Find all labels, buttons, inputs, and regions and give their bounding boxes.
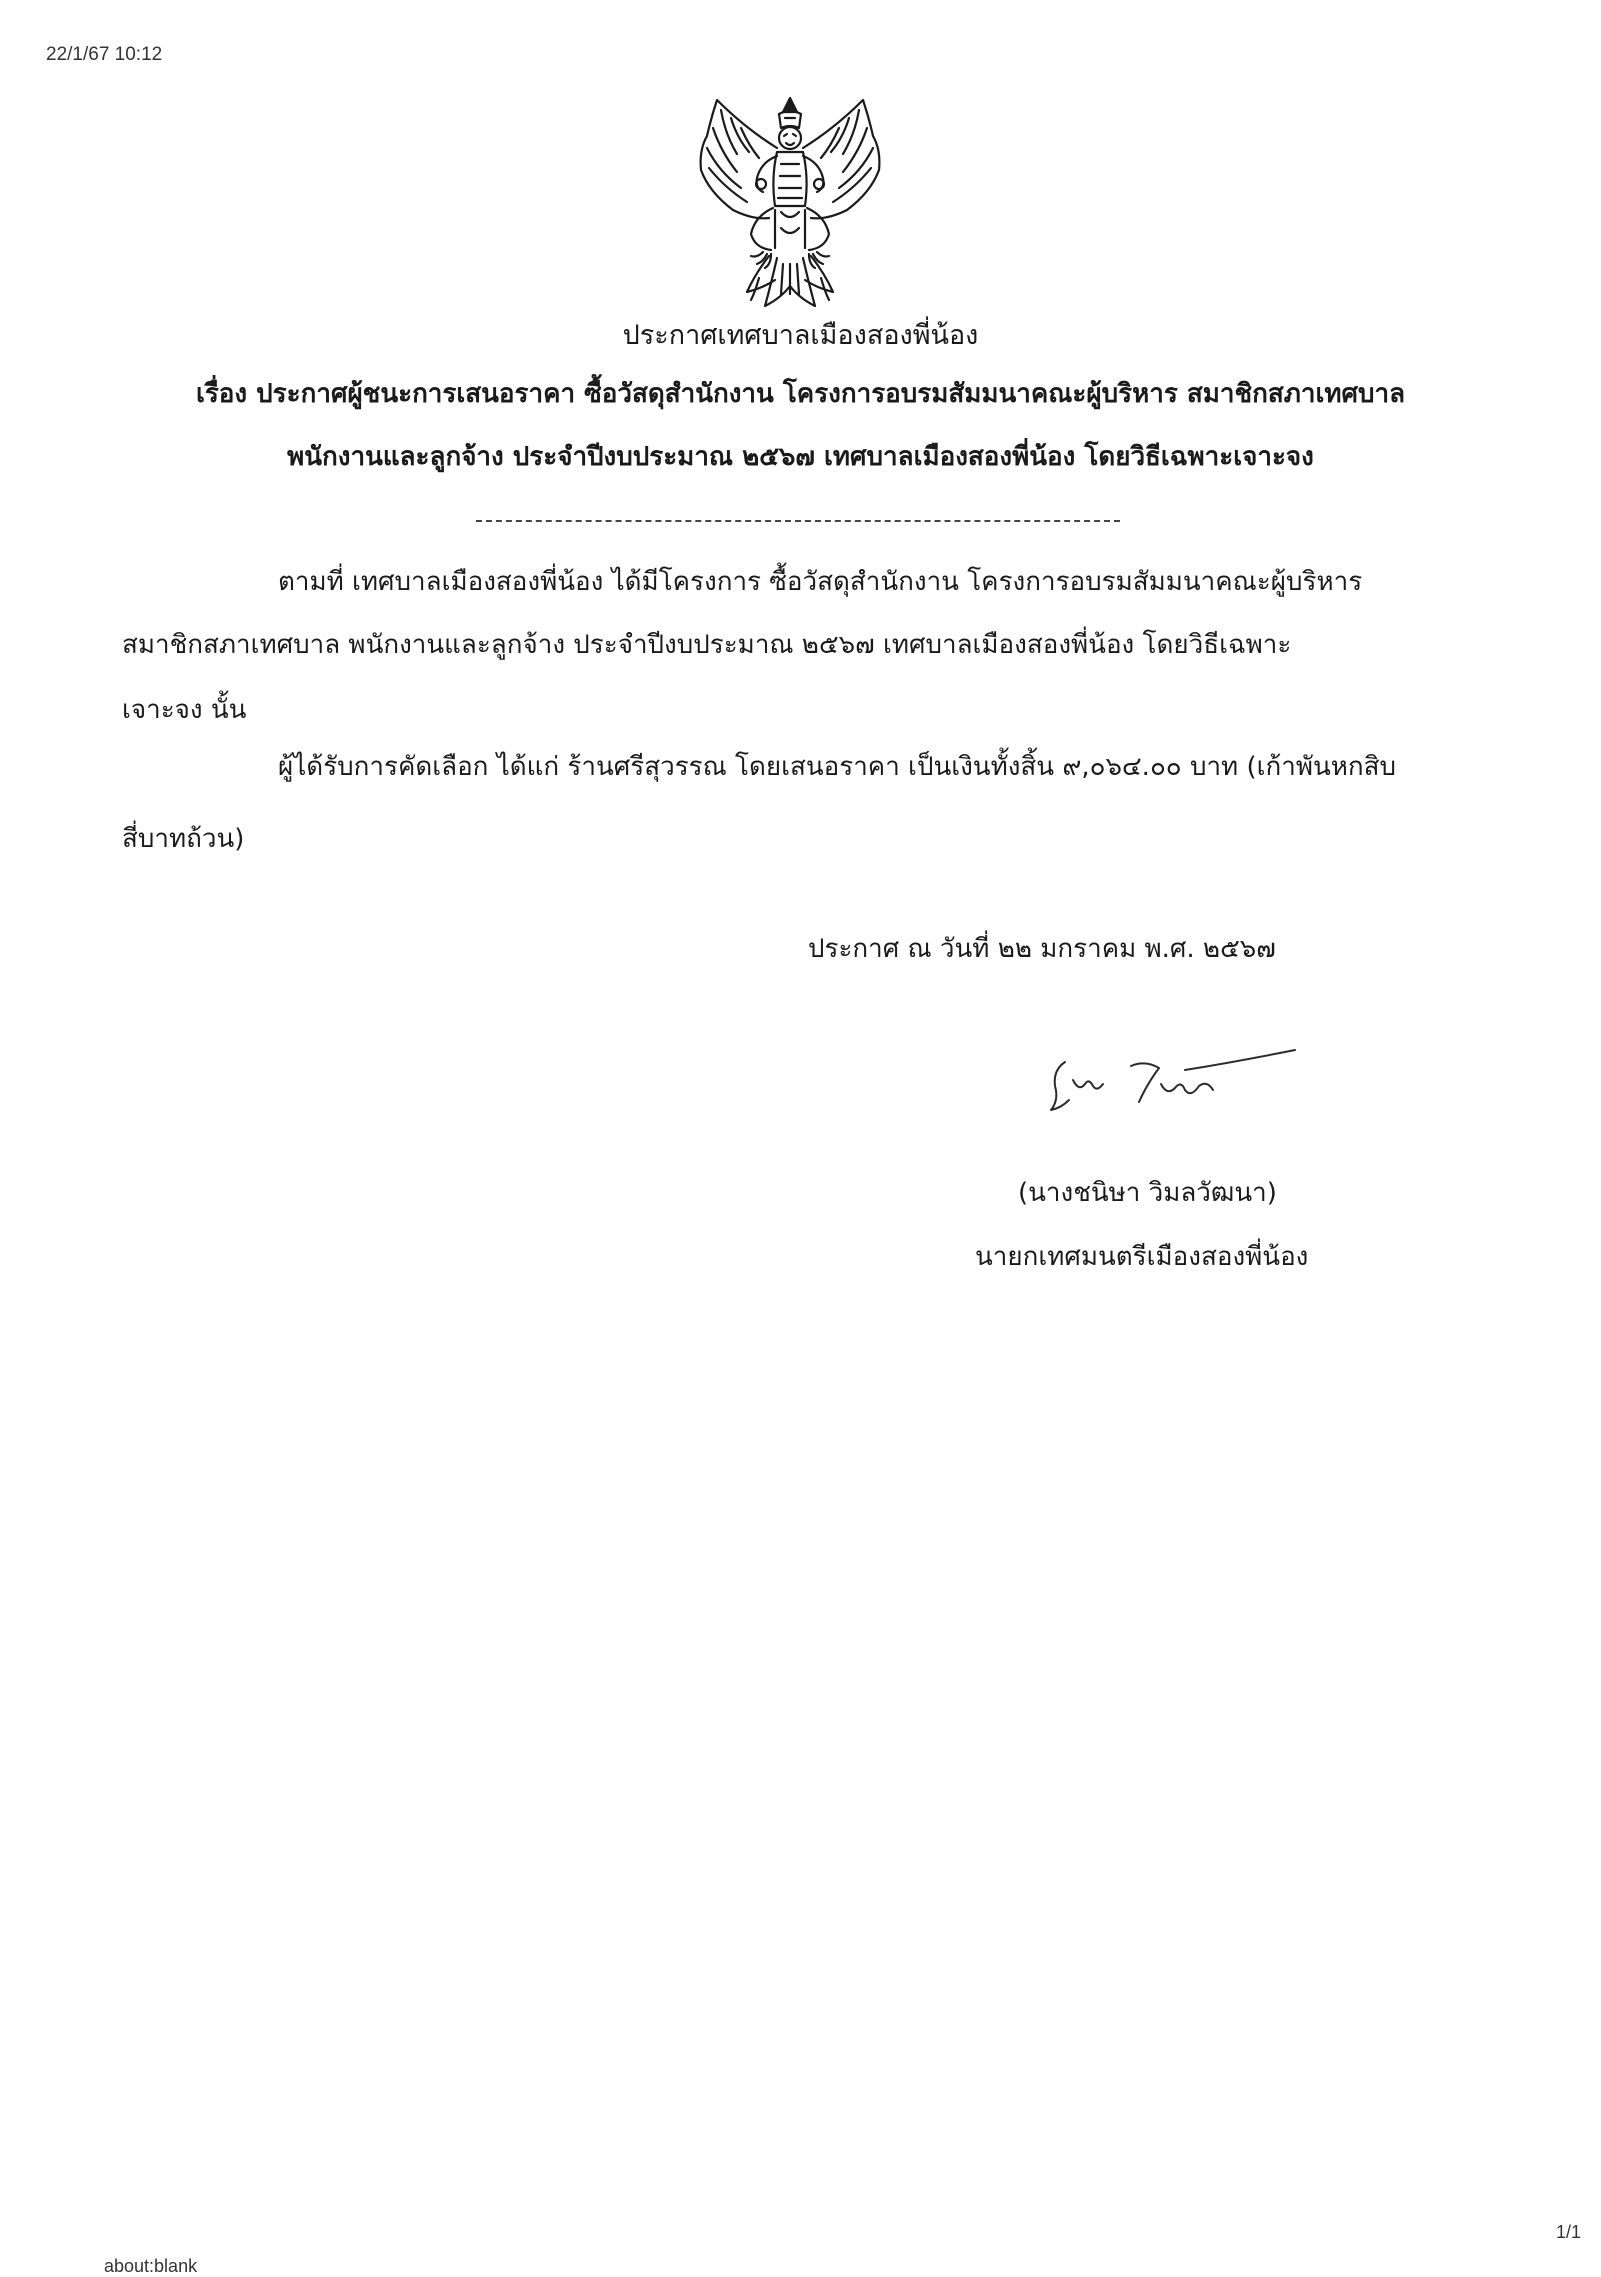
print-datetime: 22/1/67 10:12 xyxy=(46,44,163,65)
announcement-date: ประกาศ ณ วันที่ ๒๒ มกราคม พ.ศ. ๒๕๖๗ xyxy=(808,934,1276,964)
announcement-title: ประกาศเทศบาลเมืองสองพี่น้อง xyxy=(622,320,979,351)
print-page-count: 1/1 xyxy=(1556,2222,1582,2242)
subject-line-2: พนักงานและลูกจ้าง ประจำปีงบประมาณ ๒๕๖๗ เทศบาลเมืองสองพี่น้อง โดยวิธีเฉพาะเจาะจง xyxy=(287,442,1314,472)
paragraph-1-line-3: เจาะจง นั้น xyxy=(122,695,247,725)
signer-position: นายกเทศมนตรีเมืองสองพี่น้อง xyxy=(975,1242,1309,1272)
print-url: about:blank xyxy=(104,2256,198,2276)
paragraph-1-line-2: สมาชิกสภาเทศบาล พนักงานและลูกจ้าง ประจำปีงบประมาณ ๒๕๖๗ เทศบาลเมืองสองพี่น้อง โดยวิธีเฉพาะ xyxy=(122,630,1292,660)
signer-name: (นางชนิษา วิมลวัฒนา) xyxy=(1018,1178,1277,1208)
separator-line xyxy=(476,520,1120,522)
garuda-emblem-icon xyxy=(685,88,895,320)
handwritten-signature-icon xyxy=(1035,1040,1305,1120)
paragraph-2-line-2: สี่บาทถ้วน) xyxy=(122,824,245,854)
subject-line-1: เรื่อง ประกาศผู้ชนะการเสนอราคา ซื้อวัสดุสำนักงาน โครงการอบรมสัมมนาคณะผู้บริหาร สมาชิกสภาเทศบาล xyxy=(195,379,1406,409)
paragraph-1-line-1: ตามที่ เทศบาลเมืองสองพี่น้อง ได้มีโครงการ ซื้อวัสดุสำนักงาน โครงการอบรมสัมมนาคณะผู้บริหาร xyxy=(278,567,1363,597)
paragraph-2-line-1: ผู้ได้รับการคัดเลือก ได้แก่ ร้านศรีสุวรรณ โดยเสนอราคา เป็นเงินทั้งสิ้น ๙,๐๖๔.๐๐ บาท (เก้าพันหกสิบ xyxy=(278,752,1396,782)
